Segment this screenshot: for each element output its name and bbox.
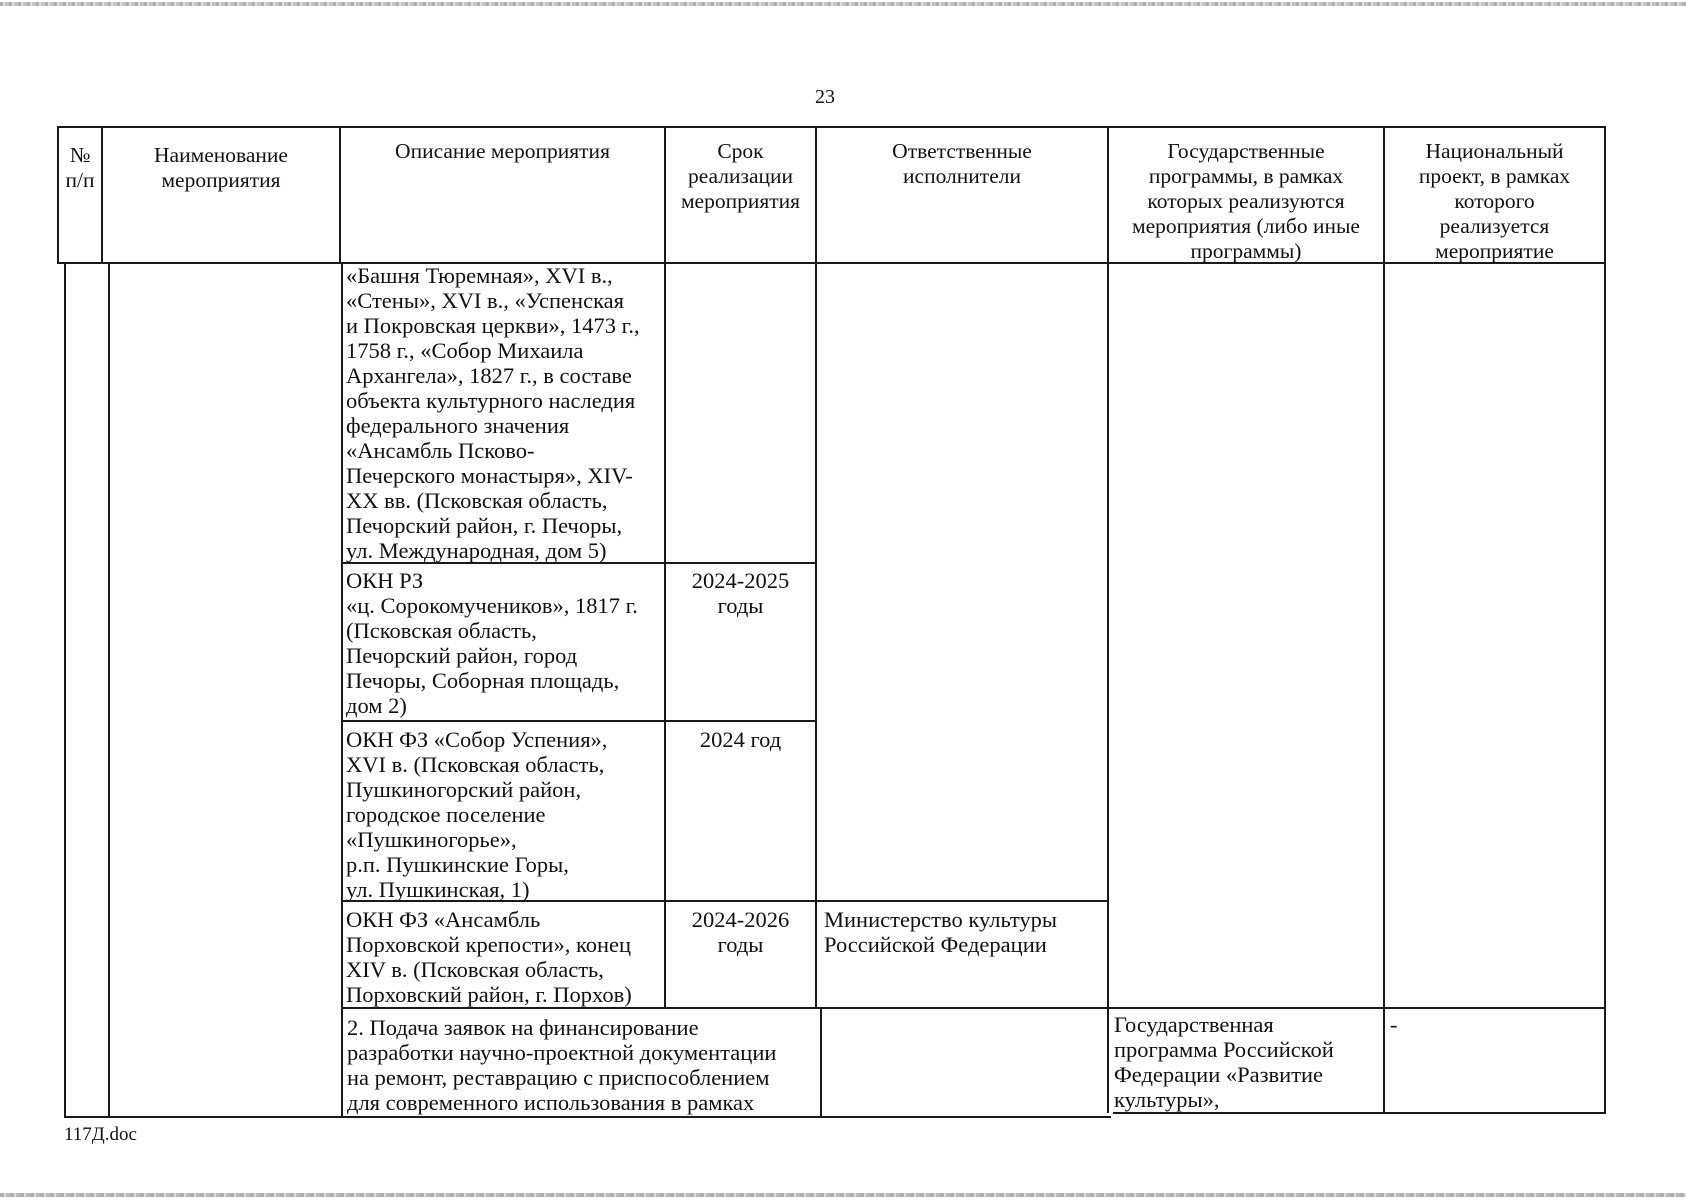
col-border-left-body [64,262,66,1117]
col-border-num-name-body [108,262,110,1117]
row-3-description: ОКН ФЗ «Собор Успения», XVI в. (Псковская область, Пушкиногорский район, городское поселение «Пушкиногорье», р.п. Пушкинские Горы, ул. Пушкинская, 1) [346,727,608,902]
header-name: Наименование мероприятия [154,143,288,192]
header-num: № п/п [65,143,95,192]
row-4-executors: Министерство культуры Российской Федерации [824,907,1058,957]
header-term: Срок реализации мероприятия [680,139,801,213]
col-border-desc-term [664,126,666,1008]
header-executors: Ответственные исполнители [892,139,1032,188]
table-border-bottom-left [64,1116,1111,1118]
item-2-description: 2. Подача заявок на финансирование разработки научно-проектной документации на ремонт, реставрацию с приспособлением для современного использования в рамках [347,1015,777,1115]
row-2-term: 2024-2025 годы [691,568,790,618]
col-border-name-desc-body [341,262,343,1117]
header-project: Национальный проект, в рамках которого реализуется мероприятие [1418,139,1571,263]
header-programs: Государственные программы, в рамках которых реализуются мероприятия (либо иные программы) [1132,139,1360,263]
row-separator-4 [341,1007,1606,1009]
col-border-prog-proj [1383,126,1385,1113]
col-border-term-exec [815,126,817,1008]
item-2-programs: Государственная программа Российской Федерации «Развитие культуры», [1114,1012,1334,1112]
col-border-exec-prog [1107,126,1109,1113]
row-separator-2 [341,720,817,722]
header-description: Описание мероприятия [395,139,610,163]
col-border-item2-split [820,1007,822,1117]
row-4-description: ОКН ФЗ «Ансамбль Порховской крепости», конец XIV в. (Псковская область, Порховский район, г. Порхов) [346,907,632,1007]
row-4-term: 2024-2026 годы [691,907,790,957]
table-border-top [57,126,1606,128]
item-2-project: - [1390,1012,1398,1037]
page-number: 23 [815,86,835,108]
row-3-term: 2024 год [699,727,782,752]
row-1-description: «Башня Тюремная», XVI в., «Стены», XVI в., «Успенская и Покровская церкви», 1473 г., 1758 г., «Собор Михаила Архангела», 1827 г., в составе объекта культурного наследия федерального значения «Ансамбль Псково- Печерского монастыря», XIV- XX вв. (Псковская область, Печорский район, г. Печоры, ул. Международная, дом 5) [346,263,640,563]
row-2-description: ОКН РЗ «ц. Сорокомучеников», 1817 г. (Псковская область, Печорский район, город Печоры, Соборная площадь, дом 2) [346,568,638,718]
col-border-right [1604,126,1606,1113]
table-border-bottom-mid [1113,1112,1385,1114]
table-border-bottom-right [1383,1112,1606,1114]
footer-doc-code: 117Д.doc [64,1124,137,1145]
